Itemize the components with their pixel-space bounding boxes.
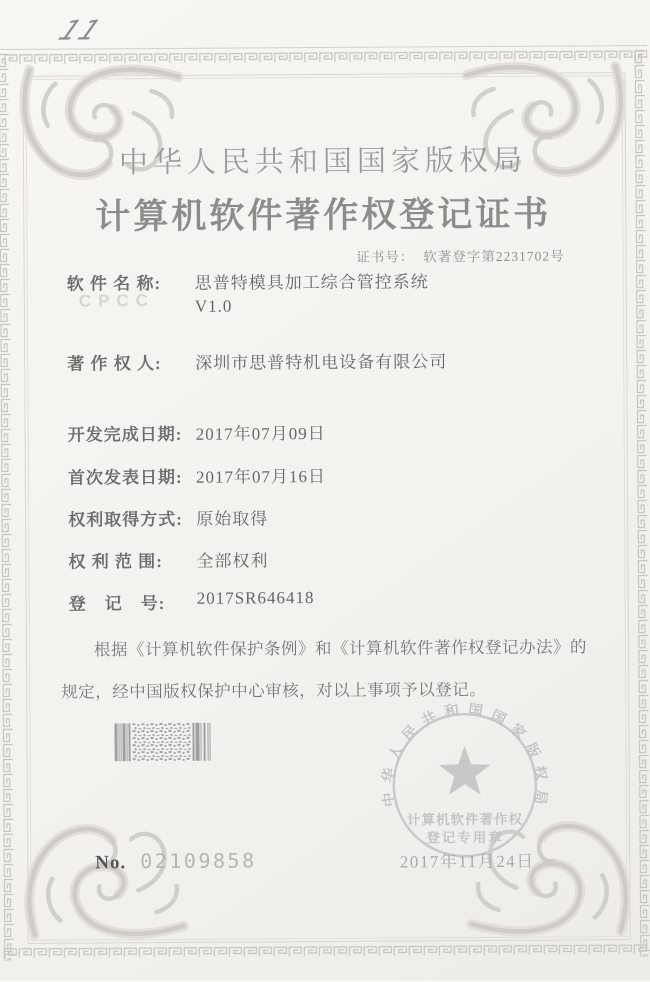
border-bottom-meander [3, 943, 649, 961]
field-label: 著 作 权 人: [67, 353, 162, 374]
embossed-cpcc-watermark: CPCC [78, 291, 156, 311]
field-value: 思普特模具加工综合管控系统 [194, 272, 429, 293]
statement-line-1: 根据《计算机软件保护条例》和《计算机软件著作权登记办法》的 [93, 637, 588, 660]
seal-star-icon [439, 746, 491, 795]
serial-number: 02109858 [140, 848, 257, 874]
pdf417-barcode [114, 723, 215, 764]
field-value: 2017SR646418 [196, 588, 315, 608]
field-software-version: V1.0 [194, 296, 233, 316]
seal-ring-text: 中华人民共和国国家版权局 [380, 702, 550, 808]
serial-number-line [95, 848, 256, 874]
corner-ornament-bottom-left [18, 822, 189, 943]
certificate-number-value: 软著登字第2231702号 [423, 248, 565, 265]
handwritten-mark: 11 [53, 15, 108, 47]
seal-date: 2017年11月24日 [399, 851, 535, 872]
field-value: 2017年07月16日 [195, 466, 326, 487]
field-value: 深圳市思普特机电设备有限公司 [195, 352, 448, 373]
field-value: 全部权利 [196, 551, 269, 571]
field-label: 开发完成日期: [67, 424, 183, 445]
seal-text-line2: 登记专用章 [426, 829, 504, 846]
field-label: 软 件 名 称: [66, 273, 162, 294]
field-registration-number [69, 588, 315, 615]
field-label: 权利取得方式: [68, 509, 183, 530]
field-label: 登 记 号: [68, 593, 166, 614]
authority-title: 中华人民共和国国家版权局 [118, 144, 528, 180]
field-label: 权 利 范 围: [68, 551, 163, 572]
official-seal [362, 695, 567, 878]
field-value: 2017年07月09日 [195, 423, 326, 444]
field-first-publish-date [68, 462, 326, 489]
field-value: 原始取得 [196, 509, 269, 529]
field-dev-complete-date [68, 419, 326, 446]
seal-text-line1: 计算机软件著作权 [406, 811, 524, 828]
statement-line-2: 规定，经中国版权保护中心审核，对以上事项予以登记。 [61, 680, 487, 702]
serial-label: No. [95, 852, 127, 874]
certificate-title: 计算机软件著作权登记证书 [95, 194, 552, 237]
certificate-number-label: 证书号： [356, 249, 415, 265]
field-copyright-owner [67, 347, 447, 374]
certificate-number-line [356, 245, 564, 266]
field-rights-scope [68, 546, 268, 572]
field-software-name [67, 267, 429, 294]
field-rights-acquisition [68, 504, 268, 530]
field-label: 首次发表日期: [67, 467, 183, 488]
